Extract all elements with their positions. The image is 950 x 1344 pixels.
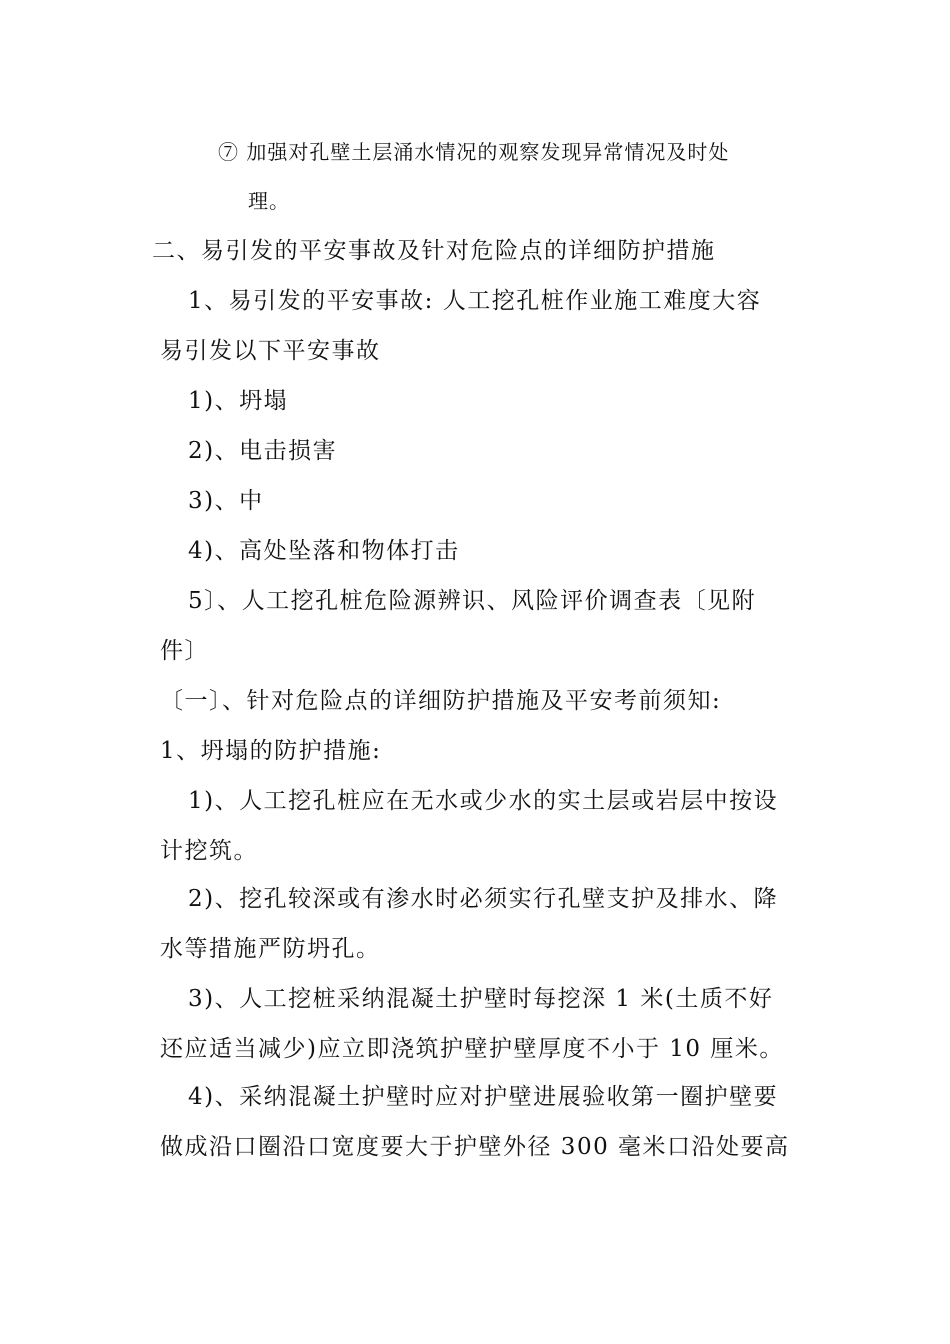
text-line-17: 水等措施严防坍孔。 <box>160 936 381 962</box>
text-line-20: 4)、采纳混凝土护壁时应对护壁进展验收第一圈护壁要 <box>188 1084 779 1110</box>
list-item-3: 3)、中 <box>188 488 264 514</box>
list-item-5: 5〕、人工挖孔桩危险源辨识、风险评价调查表〔见附 <box>188 588 757 614</box>
subheading-collapse-measures: 1、坍塌的防护措施: <box>160 738 382 764</box>
list-item-1: 1)、坍塌 <box>188 388 289 414</box>
list-item-4: 4)、高处坠落和物体打击 <box>188 538 460 564</box>
text-line-2: 理。 <box>248 189 290 213</box>
text-line-11: 件〕 <box>160 638 209 664</box>
section-heading-2: 二、易引发的平安事故及针对危险点的详细防护措施 <box>152 238 716 264</box>
text-line-5: 易引发以下平安事故 <box>160 338 381 364</box>
text-line-16: 2)、挖孔较深或有渗水时必须实行孔壁支护及排水、降 <box>188 886 779 912</box>
text-line-14: 1)、人工挖孔桩应在无水或少水的实土层或岩层中按设 <box>188 788 779 814</box>
text-line-19: 还应适当减少)应立即浇筑护壁护壁厚度不小于 10 厘米。 <box>160 1036 784 1062</box>
text-line-1: ⑦ 加强对孔壁土层涌水情况的观察发现异常情况及时处 <box>218 140 730 164</box>
text-line-18: 3)、人工挖桩采纳混凝土护壁时每挖深 1 米(土质不好 <box>188 986 774 1012</box>
list-item-2: 2)、电击损害 <box>188 438 338 464</box>
subsection-heading-1: 〔一〕、针对危险点的详细防护措施及平安考前须知: <box>160 688 722 714</box>
text-line-15: 计挖筑。 <box>160 838 258 864</box>
text-line-4: 1、易引发的平安事故: 人工挖孔桩作业施工难度大容 <box>188 288 762 314</box>
text-line-21: 做成沿口圈沿口宽度要大于护壁外径 300 毫米口沿处要高 <box>160 1134 790 1160</box>
